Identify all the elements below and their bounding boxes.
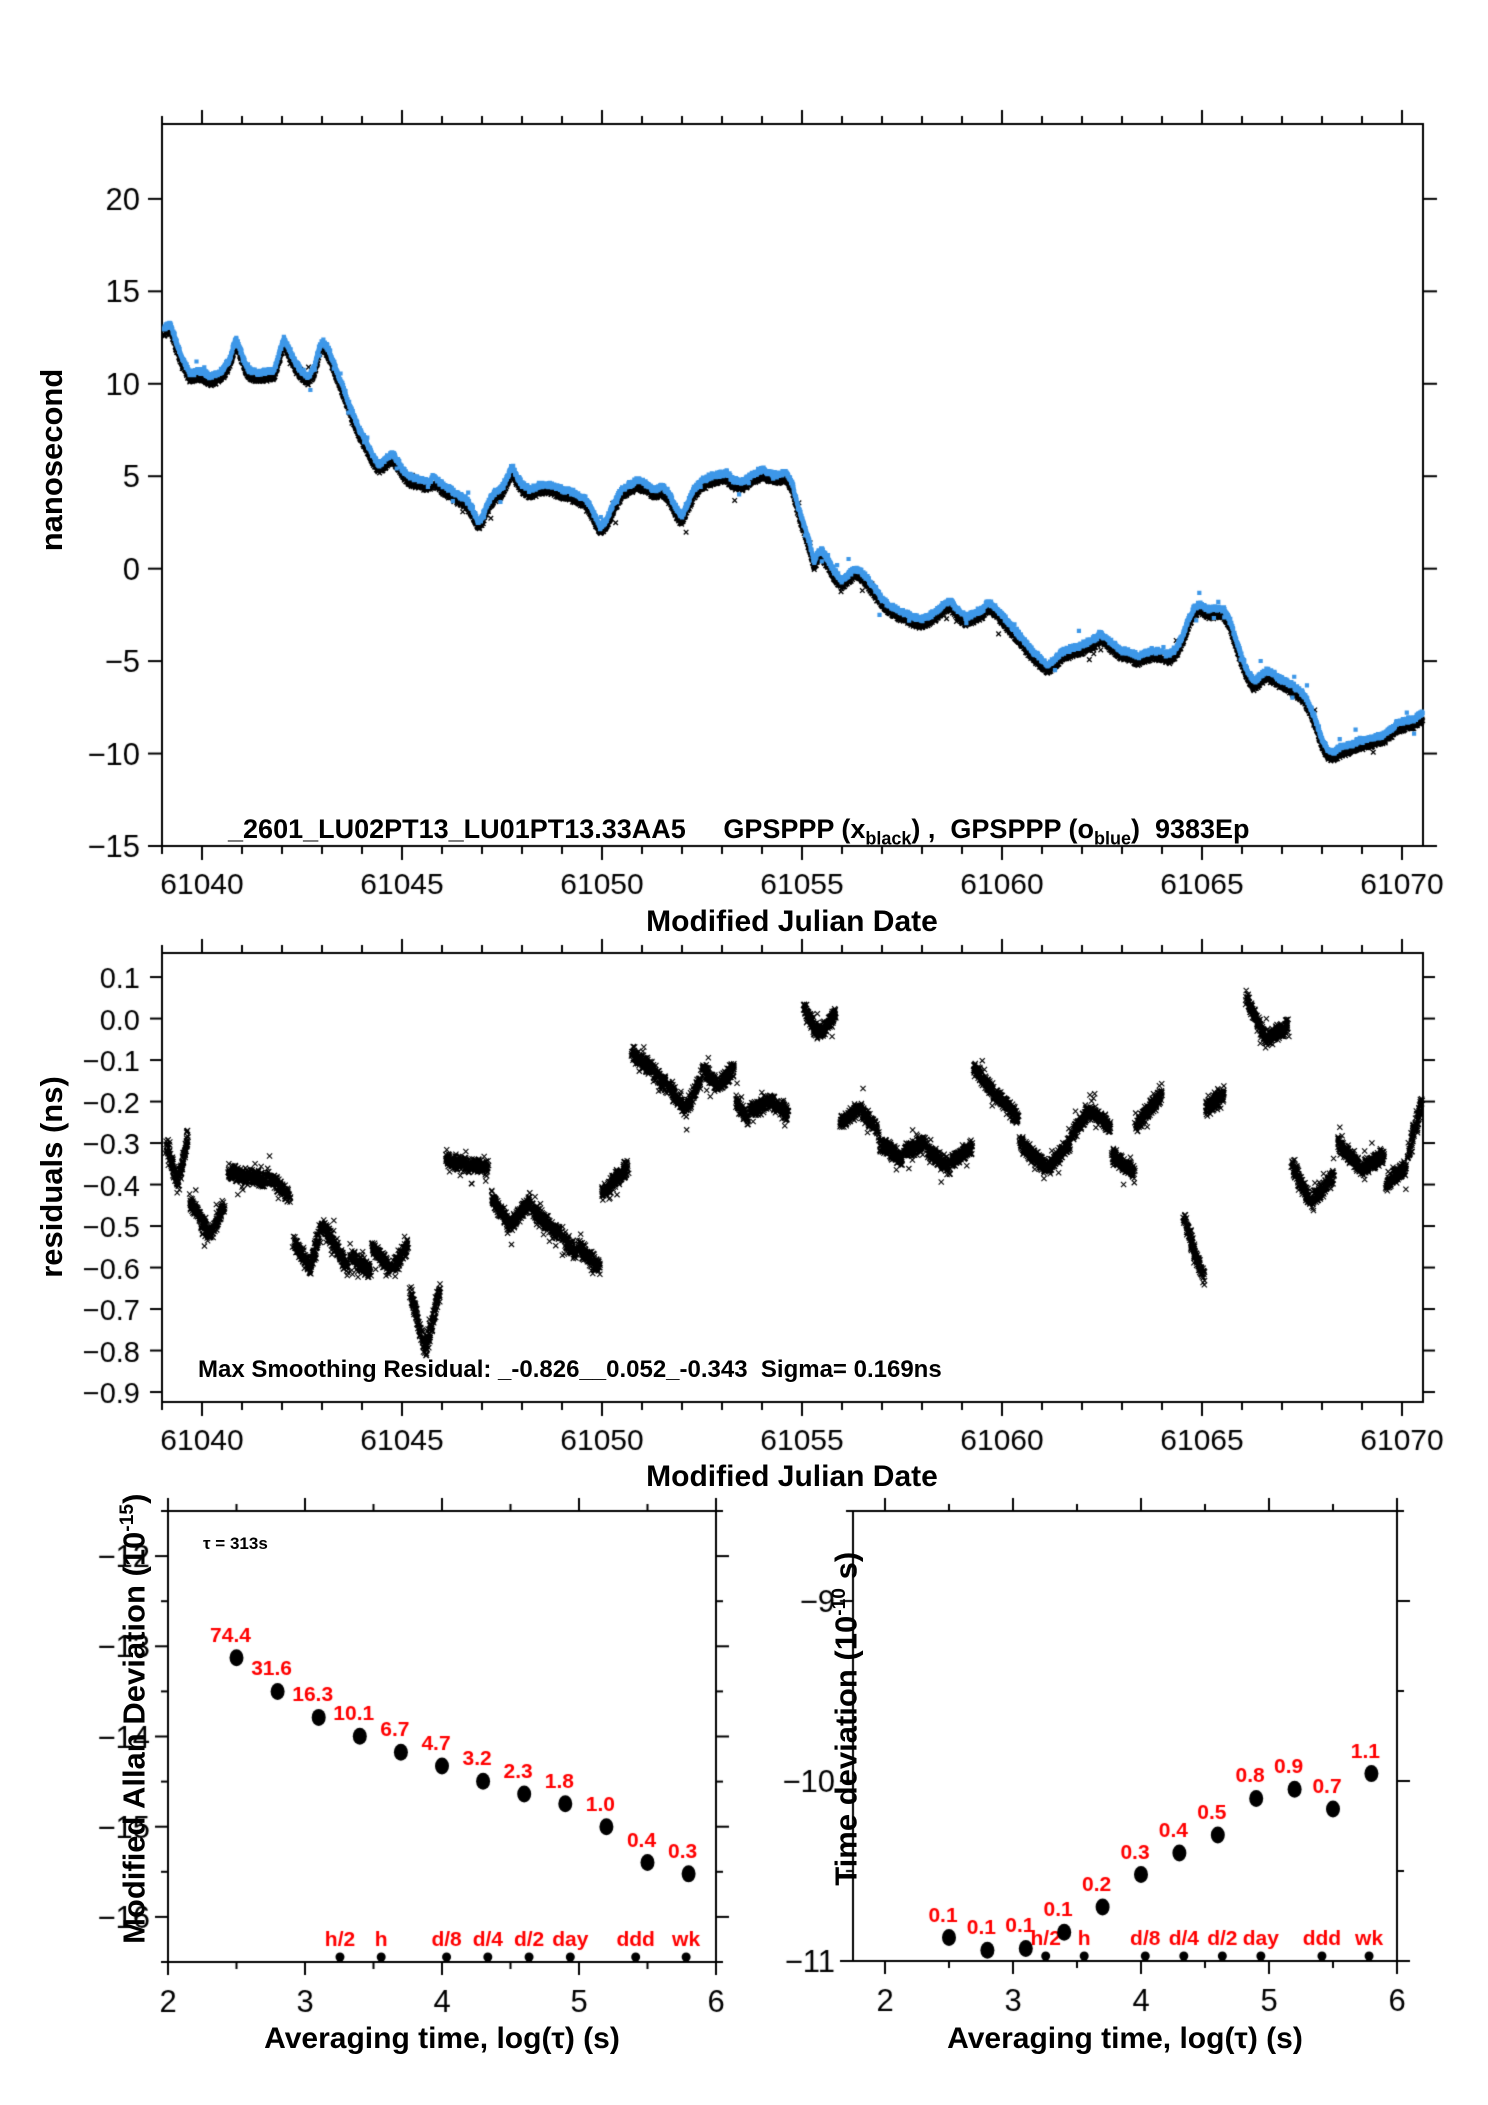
legend-series1-subscript: black [865, 828, 912, 849]
legend-series1-label: GPSPPP (x [723, 814, 866, 844]
legend-series2-subscript: blue [1093, 828, 1131, 849]
mdev-y-title-close: ) [116, 1493, 152, 1504]
top-panel-legend [198, 783, 1250, 880]
tdev-y-axis-title [780, 1511, 864, 1961]
legend-series2-label: ) , GPSPPP (o [911, 814, 1094, 844]
mdev-y-title-exponent: -15 [117, 1503, 138, 1532]
residuals-annotation: Max Smoothing Residual: _-0.826__0.052_-0.343 Sigma= 0.169ns [198, 1356, 942, 1383]
top-x-axis-title: Modified Julian Date [646, 905, 938, 938]
tdev-x-axis-title: Averaging time, log(τ) (s) [947, 2022, 1303, 2055]
mdev-y-title-text: Modified Allan Deviation (10 [116, 1531, 152, 1944]
mdev-y-axis-title [68, 1456, 152, 2016]
tdev-y-title-text: Time deviation (10 [828, 1615, 864, 1886]
mdev-x-axis-title: Averaging time, log(τ) (s) [264, 2022, 620, 2055]
residuals-x-axis-title: Modified Julian Date [646, 1460, 938, 1493]
legend-gap [686, 814, 724, 844]
tdev-y-title-exponent: -10 [829, 1588, 850, 1616]
tdev-y-title-close: s) [828, 1551, 864, 1589]
tau-annotation: τ = 313s [203, 1534, 268, 1553]
legend-tail: ) 9383Ep [1130, 814, 1250, 844]
legend-dataset-id: _2601_LU02PT13_LU01PT13.33AA5 [228, 814, 686, 844]
top-y-axis-title: nanosecond [34, 368, 69, 552]
residuals-y-axis-title: residuals (ns) [34, 1076, 69, 1278]
